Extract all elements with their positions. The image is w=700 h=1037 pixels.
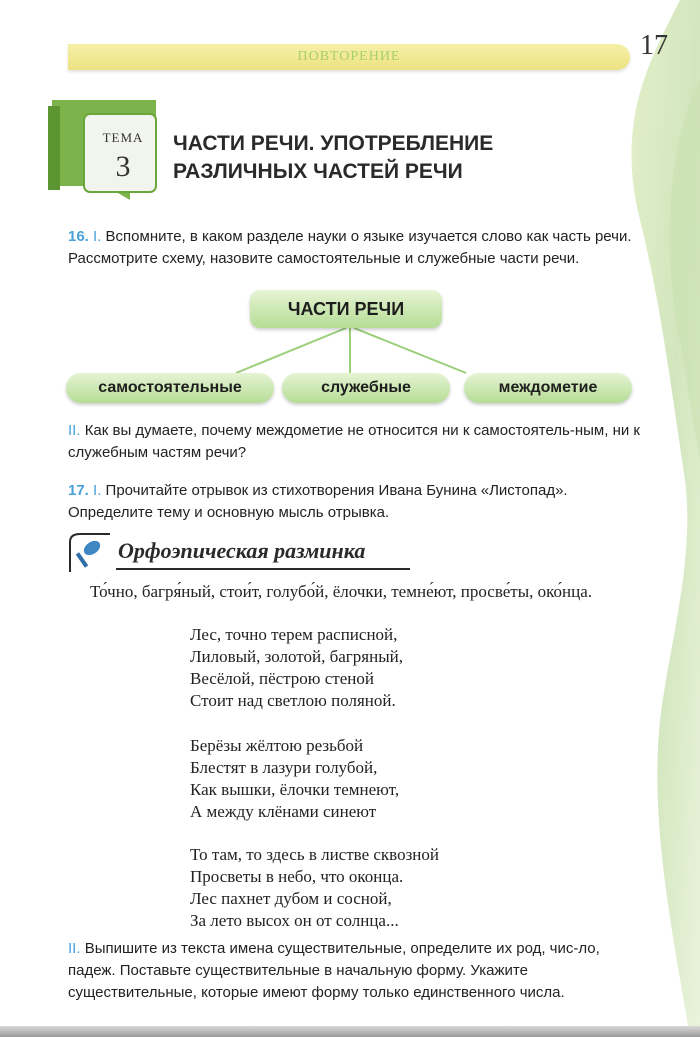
poem-stanza-1 [190, 624, 570, 712]
exercise-17-part-2 [68, 938, 640, 1004]
scheme-node-auxiliary: служебные [282, 373, 450, 403]
exercise-16-part-2 [68, 420, 640, 464]
poem-stanza-3 [190, 844, 570, 932]
exercise-text: Как вы думаете, почему междометие не относится ни к самостоятель-ным, ни к служебным частям речи? [68, 422, 640, 461]
scheme-root: ЧАСТИ РЕЧИ [250, 290, 442, 328]
poem-line: Весёлой, пёстрою стеной [190, 669, 374, 688]
section-title: ПОВТОРЕНИЕ [297, 49, 401, 64]
exercise-number: 16. [68, 228, 89, 245]
poem-line: Лес, точно терем расписной, [190, 625, 398, 644]
poem-line: Берёзы жёлтою резьбой [190, 736, 364, 755]
poem-stanza-2 [190, 735, 570, 823]
parts-of-speech-scheme [66, 290, 636, 410]
poem-line: Стоит над светлою поляной. [190, 691, 396, 710]
exercise-text: Выпишите из текста имена существительные, определите их род, чис-ло, падеж. Поставьте существительные в начальную форму. Укажите существительные, которые имеют форму только единственного числа. [68, 940, 600, 1001]
exercise-16-part-1 [68, 226, 640, 270]
part-marker: I. [93, 228, 102, 245]
warmup-title: Орфоэпическая разминка [118, 538, 366, 563]
poem-line: А между клёнами синеют [190, 802, 377, 821]
warmup-words: То́чно, багря́ный, стои́т, голубо́й, ёлочки, темне́ют, просве́ты, око́нца. [90, 582, 593, 601]
topic-label: ТЕМА [102, 130, 144, 145]
scheme-node-independent: самостоятельные [66, 373, 274, 403]
poem-line: Блестят в лазури голубой, [190, 758, 378, 777]
part-marker: II. [68, 940, 81, 957]
exercise-number: 17. [68, 482, 89, 499]
poem-line: Лиловый, золотой, багряный, [190, 647, 403, 666]
topic-title-line: ЧАСТИ РЕЧИ. УПОТРЕБЛЕНИЕ [173, 132, 494, 155]
warmup-underline [116, 568, 410, 570]
section-header [68, 44, 630, 70]
part-marker: II. [68, 422, 81, 439]
poem-line: То там, то здесь в листве сквозной [190, 845, 440, 864]
topic-title [173, 130, 593, 186]
page-bottom-edge [0, 1026, 700, 1037]
exercise-text: Вспомните, в каком разделе науки о языке изучается слово как часть речи. Рассмотрите схему, назовите самостоятельные и служебные части речи. [68, 228, 632, 267]
topic-number: 3 [115, 150, 131, 183]
poem-line: Лес пахнет дубом и сосной, [190, 889, 392, 908]
exercise-17-part-1 [68, 480, 640, 524]
exercise-text: Прочитайте отрывок из стихотворения Ивана Бунина «Листопад». Определите тему и основную мысль отрывка. [68, 482, 568, 521]
topic-title-line: РАЗЛИЧНЫХ ЧАСТЕЙ РЕЧИ [173, 160, 463, 183]
page-number: 17 [640, 30, 668, 61]
poem-line: Просветы в небо, что оконца. [190, 867, 404, 886]
poem-line: За лето высох он от солнца... [190, 911, 399, 930]
microphone-icon [66, 532, 114, 576]
poem-line: Как вышки, ёлочки темнеют, [190, 780, 400, 799]
scheme-node-interjection: междометие [464, 373, 632, 403]
part-marker: I. [93, 482, 102, 499]
orthoepic-warmup-heading [66, 532, 416, 576]
